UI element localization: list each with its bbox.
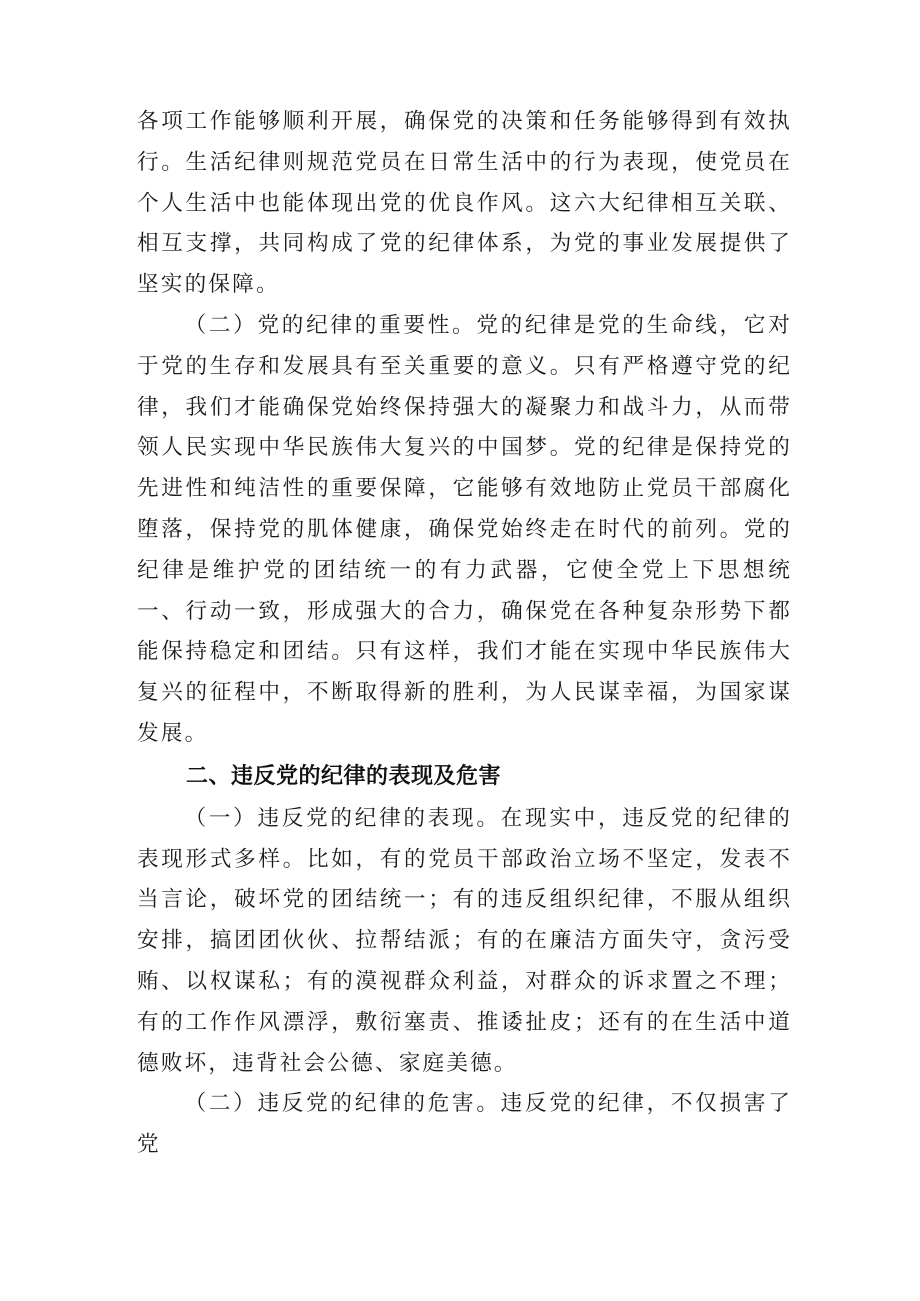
section-heading: 二、违反党的纪律的表现及危害 xyxy=(186,763,502,789)
paragraph-violation-manifestations: （一）违反党的纪律的表现。在现实中，违反党的纪律的表现形式多样。比如，有的党员干部政治立场不坚定，发表不当言论，破坏党的团结统一；有的违反组织纪律，不服从组织安排，搞团团伙伙、拉帮结派；有的在廉洁方面失守，贪污受贿、以权谋私；有的漠视群众利益，对群众的诉求置之不理；有的工作作风漂浮，敷衍塞责、推诿扯皮；还有的在生活中道德败坏，违背社会公德、家庭美德。 xyxy=(137,805,792,1076)
paragraph-violation-harms: （二）违反党的纪律的危害。违反党的纪律，不仅损害了党 xyxy=(137,1091,792,1158)
paragraph-continuation: 各项工作能够顺利开展，确保党的决策和任务能够得到有效执行。生活纪律则规范党员在日常生活中的行为表现，使党员在个人生活中也能体现出党的优良作风。这六大纪律相互关联、相互支撑，共同构成了党的纪律体系，为党的事业发展提供了坚实的保障。 xyxy=(137,109,792,298)
paragraph-importance-of-discipline: （二）党的纪律的重要性。党的纪律是党的生命线，它对于党的生存和发展具有至关重要的意义。只有严格遵守党的纪律，我们才能确保党始终保持强大的凝聚力和战斗力，从而带领人民实现中华民族伟大复兴的中国梦。党的纪律是保持党的先进性和纯洁性的重要保障，它能够有效地防止党员干部腐化堕落，保持党的肌体健康，确保党始终走在时代的前列。党的纪律是维护党的团结统一的有力武器，它使全党上下思想统一、行动一致，形成强大的合力，确保党在各种复杂形势下都能保持稳定和团结。只有这样，我们才能在实现中华民族伟大复兴的征程中，不断取得新的胜利，为人民谋幸福，为国家谋发展。 xyxy=(137,312,792,746)
